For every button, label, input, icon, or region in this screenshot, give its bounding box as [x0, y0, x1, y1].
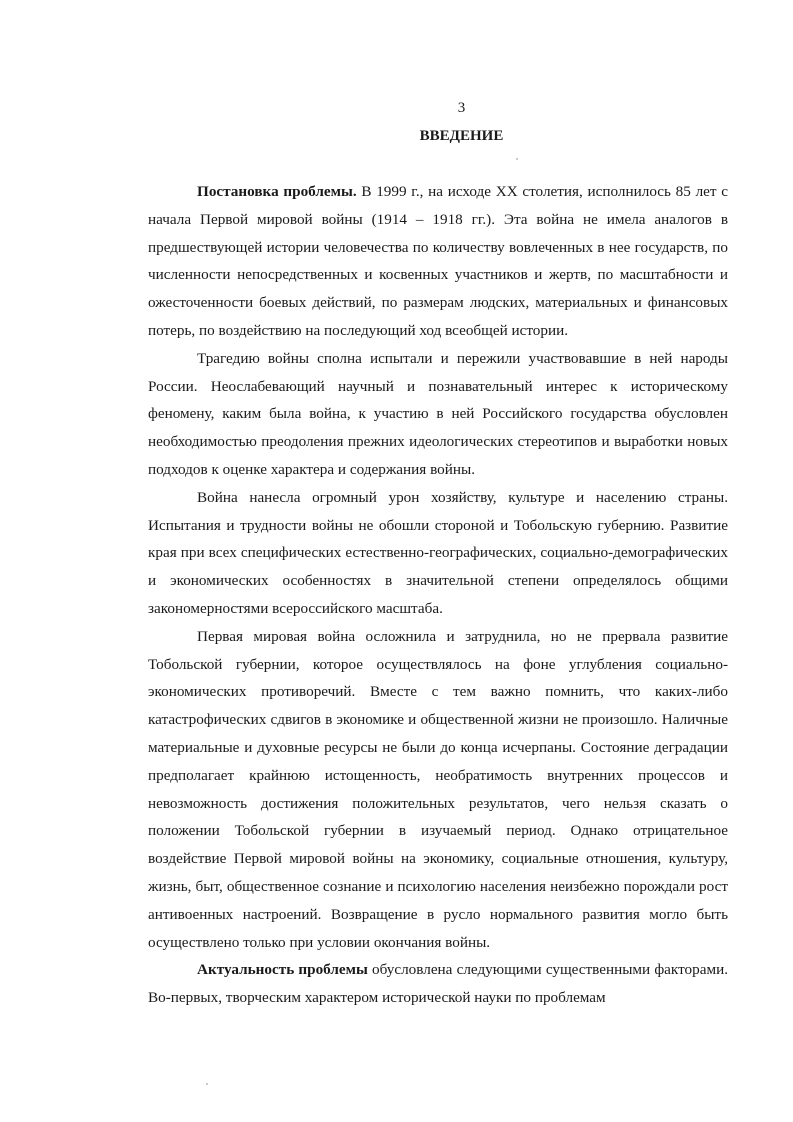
scan-speck [516, 158, 518, 160]
scan-speck [206, 1083, 208, 1085]
paragraph-lead: Актуальность проблемы [197, 961, 368, 979]
paragraph-text: Трагедию войны сполна испытали и пережили участвовавшие в ней народы России. Неослабевающий научный и познавательный интерес к историческому феномену, каким была война, к участию в ней Российского государства обусловлен необходимостью преодоления прежних идеологических стереотипов и выработки новых подходов к оценке характера и содержания войны. [148, 349, 728, 478]
body-text [148, 178, 728, 1012]
paragraph-text: В 1999 г., на исходе XX столетия, исполнилось 85 лет с начала Первой мировой войны (1914 – 1918 гг.). Эта война не имела аналогов в предшествующей истории человечества по количеству вовлеченных в нее государств, по численности непосредственных и косвенных участников и жертв, по масштабности и ожесточенности боевых действий, по размерам людских, материальных и финансовых потерь, по воздействию на последующий ход всеобщей истории. [148, 183, 728, 339]
paragraph [148, 484, 728, 623]
paragraph-lead: Постановка проблемы. [197, 183, 357, 200]
paragraph [148, 178, 728, 345]
page-number: 3 [457, 100, 466, 116]
paragraph [148, 345, 728, 484]
section-heading: ВВЕДЕНИЕ [419, 128, 504, 144]
paragraph [148, 956, 728, 1012]
paragraph [148, 623, 728, 957]
paragraph-text: Первая мировая война осложнила и затруднила, но не прервала развитие Тобольской губернии, которое осуществлялось на фоне углубления социально-экономических противоречий. Вместе с тем важно помнить, что каких-либо катастрофических сдвигов в экономике и общественной жизни не произошло. Наличные материальные и духовные ресурсы не были до конца исчерпаны. Состояние деградации предполагает крайнюю истощенность, необратимость внутренних процессов и невозможность достижения положительных результатов, чего нельзя сказать о положении Тобольской губернии в изучаемый период. Однако отрицательное воздействие Первой мировой войны на экономику, социальные отношения, культуру, жизнь, быт, общественное сознание и психологию населения неизбежно порождали рост антивоенных настроений. Возвращение в русло нормального развития могло быть осуществлено только при условии окончания войны. [148, 627, 728, 951]
paragraph-text: обусловлена следующими существенными факторами. Во-первых, творческим характером исторической науки по проблемам [148, 961, 728, 1007]
paragraph-text: Война нанесла огромный урон хозяйству, культуре и населению страны. Испытания и трудности войны не обошли стороной и Тобольскую губернию. Развитие края при всех специфических естественно-географических, социально-демографических и экономических особенностях в значительной степени определялось общими закономерностями всероссийского масштаба. [148, 488, 728, 617]
